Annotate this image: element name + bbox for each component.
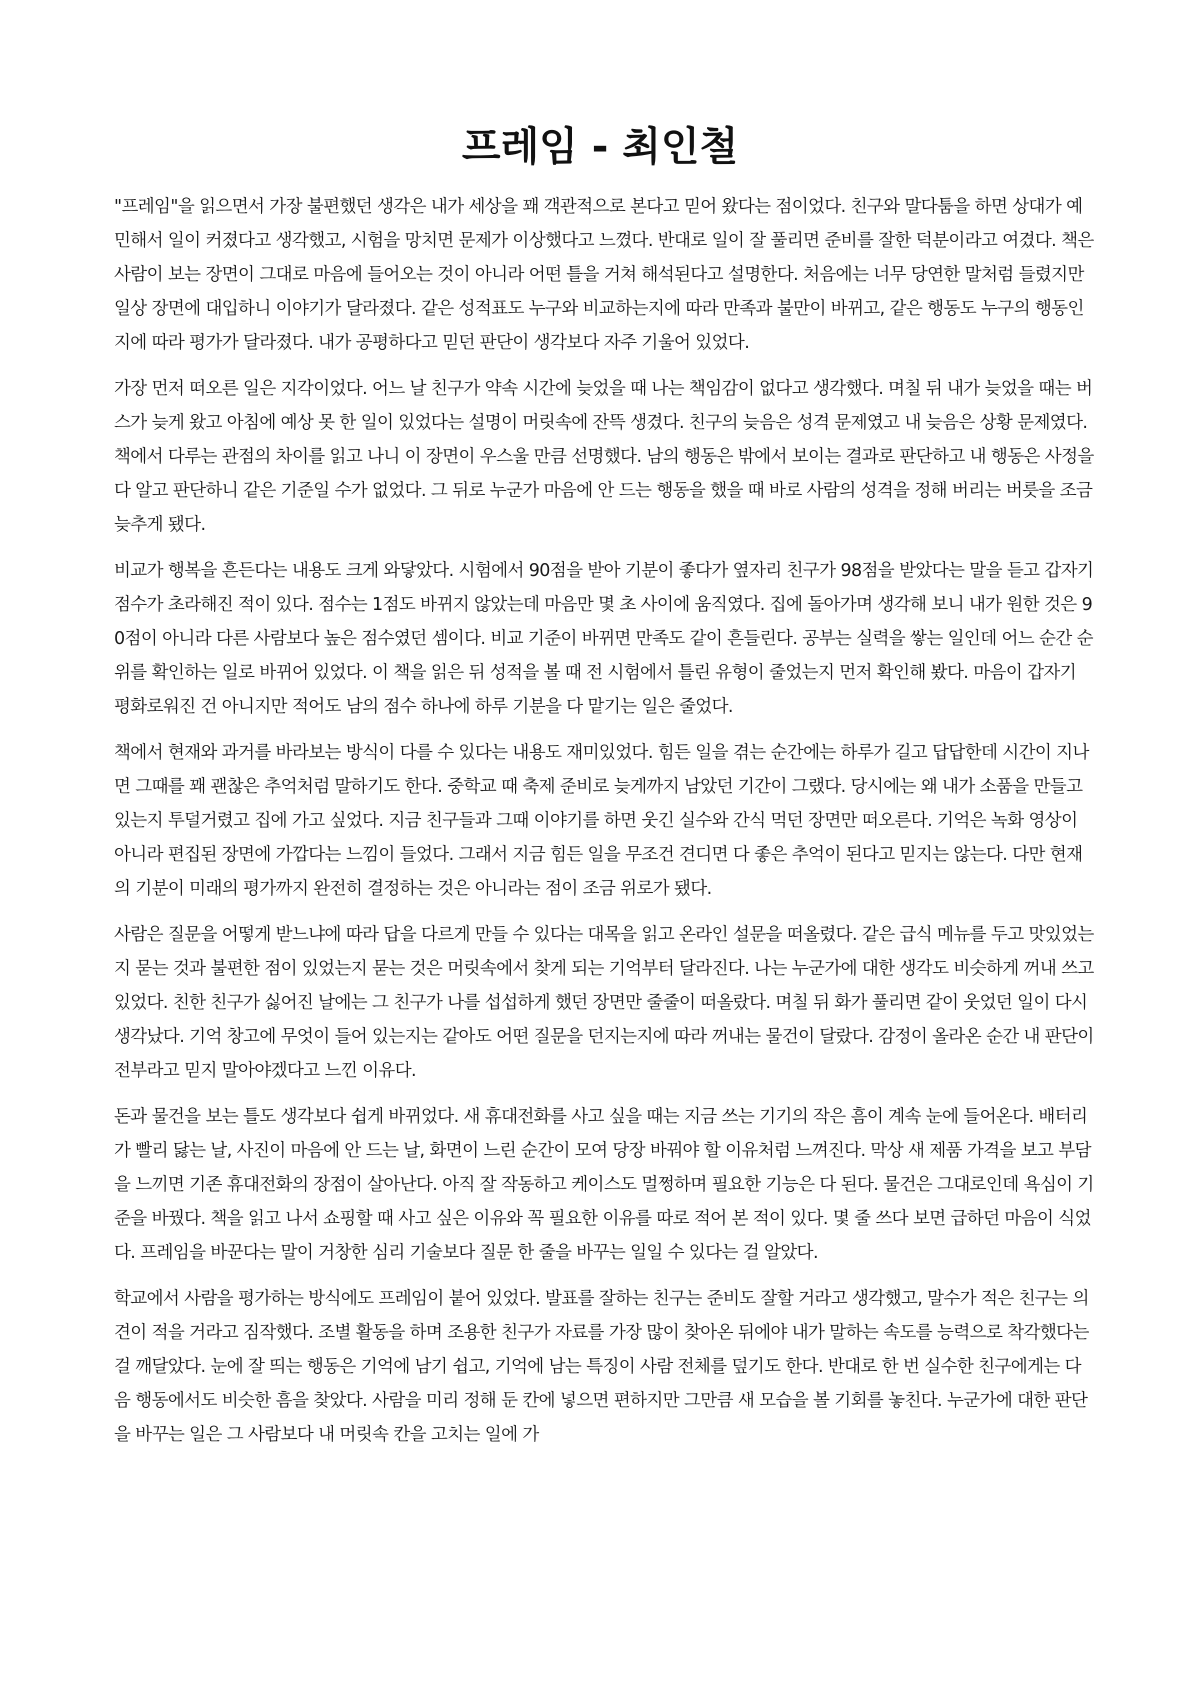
paragraph-5: 사람은 질문을 어떻게 받느냐에 따라 답을 다르게 만들 수 있다는 대목을 읽고 온라인 설문을 떠올렸다. 같은 급식 메뉴를 두고 맛있었는지 묻는 것과 불편한 점이 있었는지 묻는 것은 머릿속에서 찾게 되는 기억부터 달라진다. 나는 누군가에 대한 생각도 비슷하게 꺼내 쓰고 있었다. 친한 친구가 싫어진 날에는 그 친구가 나를 섭섭하게 했던 장면만 줄줄이 떠올랐다. 며칠 뒤 화가 풀리면 같이 웃었던 일이 다시 생각났다. 기억 창고에 무엇이 들어 있는지는 같아도 어떤 질문을 던지는지에 따라 꺼내는 물건이 달랐다. 감정이 올라온 순간 내 판단이 전부라고 믿지 말아야겠다고 느낀 이유다. bbox=[114, 925, 1094, 1081]
document-body bbox=[114, 190, 1094, 1464]
paragraph-6: 돈과 물건을 보는 틀도 생각보다 쉽게 바뀌었다. 새 휴대전화를 사고 싶을 때는 지금 쓰는 기기의 작은 흠이 계속 눈에 들어온다. 배터리가 빨리 닳는 날, 사진이 마음에 안 드는 날, 화면이 느린 순간이 모여 당장 바꿔야 할 이유처럼 느껴진다. 막상 새 제품 가격을 보고 부담을 느끼면 기존 휴대전화의 장점이 살아난다. 아직 잘 작동하고 케이스도 멀쩡하며 필요한 기능은 다 된다. 물건은 그대로인데 욕심이 기준을 바꿨다. 책을 읽고 나서 쇼핑할 때 사고 싶은 이유와 꼭 필요한 이유를 따로 적어 본 적이 있다. 몇 줄 쓰다 보면 급하던 마음이 식었다. 프레임을 바꾼다는 말이 거창한 심리 기술보다 질문 한 줄을 바꾸는 일일 수 있다는 걸 알았다. bbox=[114, 1107, 1094, 1263]
document-title: 프레임 - 최인철 bbox=[461, 124, 739, 170]
paragraph-3: 비교가 행복을 흔든다는 내용도 크게 와닿았다. 시험에서 90점을 받아 기분이 좋다가 옆자리 친구가 98점을 받았다는 말을 듣고 갑자기 점수가 초라해진 적이 있다. 점수는 1점도 바뀌지 않았는데 마음만 몇 초 사이에 움직였다. 집에 돌아가며 생각해 보니 내가 원한 것은 90점이 아니라 다른 사람보다 높은 점수였던 셈이다. 비교 기준이 바뀌면 만족도 같이 흔들린다. 공부는 실력을 쌓는 일인데 어느 순간 순위를 확인하는 일로 바뀌어 있었다. 이 책을 읽은 뒤 성적을 볼 때 전 시험에서 틀린 유형이 줄었는지 먼저 확인해 봤다. 마음이 갑자기 평화로워진 건 아니지만 적어도 남의 점수 하나에 하루 기분을 다 맡기는 일은 줄었다. bbox=[114, 561, 1094, 717]
paragraph-7: 학교에서 사람을 평가하는 방식에도 프레임이 붙어 있었다. 발표를 잘하는 친구는 준비도 잘할 거라고 생각했고, 말수가 적은 친구는 의견이 적을 거라고 짐작했다. 조별 활동을 하며 조용한 친구가 자료를 가장 많이 찾아온 뒤에야 내가 말하는 속도를 능력으로 착각했다는 걸 깨달았다. 눈에 잘 띄는 행동은 기억에 남기 쉽고, 기억에 남는 특징이 사람 전체를 덮기도 한다. 반대로 한 번 실수한 친구에게는 다음 행동에서도 비슷한 흠을 찾았다. 사람을 미리 정해 둔 칸에 넣으면 편하지만 그만큼 새 모습을 볼 기회를 놓친다. 누군가에 대한 판단을 바꾸는 일은 그 사람보다 내 머릿속 칸을 고치는 일에 가 bbox=[114, 1289, 1089, 1445]
paragraph-2: 가장 먼저 떠오른 일은 지각이었다. 어느 날 친구가 약속 시간에 늦었을 때 나는 책임감이 없다고 생각했다. 며칠 뒤 내가 늦었을 때는 버스가 늦게 왔고 아침에 예상 못 한 일이 있었다는 설명이 머릿속에 잔뜩 생겼다. 친구의 늦음은 성격 문제였고 내 늦음은 상황 문제였다. 책에서 다루는 관점의 차이를 읽고 나니 이 장면이 우스울 만큼 선명했다. 남의 행동은 밖에서 보이는 결과로 판단하고 내 행동은 사정을 다 알고 판단하니 같은 기준일 수가 없었다. 그 뒤로 누군가 마음에 안 드는 행동을 했을 때 바로 사람의 성격을 정해 버리는 버릇을 조금 늦추게 됐다. bbox=[114, 379, 1094, 535]
paragraph-1: "프레임"을 읽으면서 가장 불편했던 생각은 내가 세상을 꽤 객관적으로 본다고 믿어 왔다는 점이었다. 친구와 말다툼을 하면 상대가 예민해서 일이 커졌다고 생각했고, 시험을 망치면 문제가 이상했다고 느꼈다. 반대로 일이 잘 풀리면 준비를 잘한 덕분이라고 여겼다. 책은 사람이 보는 장면이 그대로 마음에 들어오는 것이 아니라 어떤 틀을 거쳐 해석된다고 설명한다. 처음에는 너무 당연한 말처럼 들렸지만 일상 장면에 대입하니 이야기가 달라졌다. 같은 성적표도 누구와 비교하는지에 따라 만족과 불만이 바뀌고, 같은 행동도 누구의 행동인지에 따라 평가가 달라졌다. 내가 공평하다고 믿던 판단이 생각보다 자주 기울어 있었다. bbox=[114, 197, 1094, 353]
paragraph-4: 책에서 현재와 과거를 바라보는 방식이 다를 수 있다는 내용도 재미있었다. 힘든 일을 겪는 순간에는 하루가 길고 답답한데 시간이 지나면 그때를 꽤 괜찮은 추억처럼 말하기도 한다. 중학교 때 축제 준비로 늦게까지 남았던 기간이 그랬다. 당시에는 왜 내가 소품을 만들고 있는지 투덜거렸고 집에 가고 싶었다. 지금 친구들과 그때 이야기를 하면 웃긴 실수와 간식 먹던 장면만 떠오른다. 기억은 녹화 영상이 아니라 편집된 장면에 가깝다는 느낌이 들었다. 그래서 지금 힘든 일을 무조건 견디면 다 좋은 추억이 된다고 믿지는 않는다. 다만 현재의 기분이 미래의 평가까지 완전히 결정하는 것은 아니라는 점이 조금 위로가 됐다. bbox=[114, 743, 1089, 899]
